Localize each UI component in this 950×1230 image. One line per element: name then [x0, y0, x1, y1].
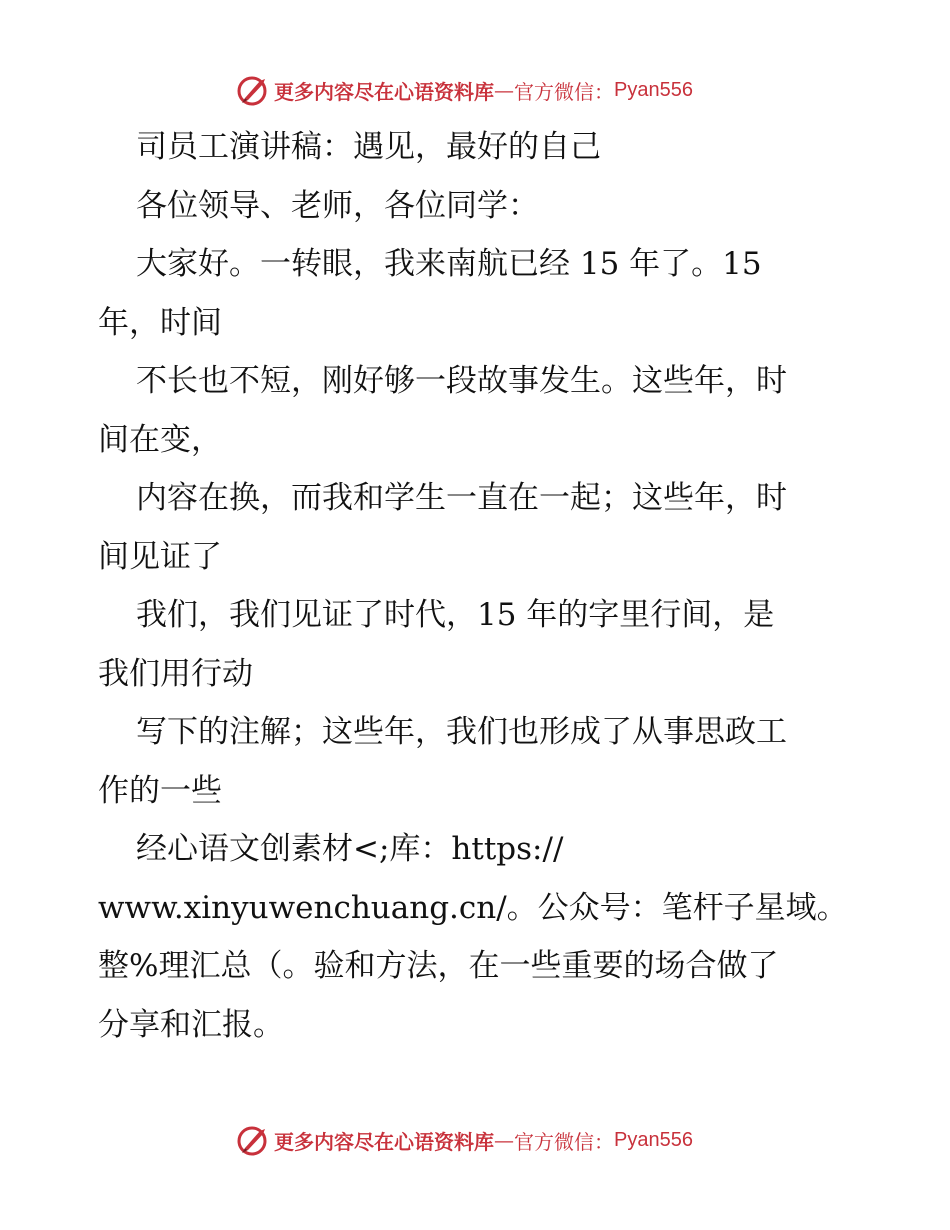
doc-line: 整%理汇总（。验和方法，在一些重要的场合做了	[98, 948, 779, 984]
doc-line: 我们用行动	[98, 655, 253, 692]
doc-line: 作的一些	[98, 772, 222, 809]
footer-banner-text: 更多内容尽在心语资料库	[274, 1129, 494, 1154]
doc-line: 内容在换，而我和学生一直在一起；这些年，时	[136, 480, 787, 516]
header-banner-text: 更多内容尽在心语资料库	[274, 79, 494, 104]
footer-banner-wechat-id: Pyan556	[614, 1128, 693, 1151]
doc-url-line: www.xinyuwenchuang.cn/。公众号：笔杆子星域。	[98, 889, 848, 926]
document-body	[98, 118, 868, 1054]
doc-line: 年，时间	[98, 304, 222, 341]
doc-line: 间见证了	[98, 538, 222, 575]
doc-line: 大家好。一转眼，我来南航已经 15 年了。15	[136, 246, 762, 282]
header-banner-separator: —	[494, 78, 514, 102]
doc-line: 各位领导、老师，各位同学：	[136, 187, 539, 224]
doc-line: 我们，我们见证了时代，15 年的字里行间，是	[136, 597, 775, 633]
header-banner-wechat-label: 官方微信：	[514, 79, 614, 104]
doc-line: 写下的注解；这些年，我们也形成了从事思政工	[136, 714, 787, 750]
footer-banner	[236, 1122, 756, 1158]
pen-nib-logo-icon	[236, 73, 270, 107]
header-banner	[236, 72, 756, 108]
doc-line: 不长也不短，刚好够一段故事发生。这些年，时	[136, 363, 787, 399]
doc-line: 分享和汇报。	[98, 1006, 284, 1043]
pen-nib-logo-icon	[236, 1123, 270, 1157]
doc-line: 经心语文创素材<;库：https://	[136, 831, 564, 867]
header-banner-wechat-id: Pyan556	[614, 78, 693, 101]
doc-line: 间在变，	[98, 421, 222, 458]
doc-title-line: 司员工演讲稿：遇见，最好的自己	[136, 129, 601, 165]
footer-banner-separator: —	[494, 1128, 514, 1152]
footer-banner-wechat-label: 官方微信：	[514, 1129, 614, 1154]
